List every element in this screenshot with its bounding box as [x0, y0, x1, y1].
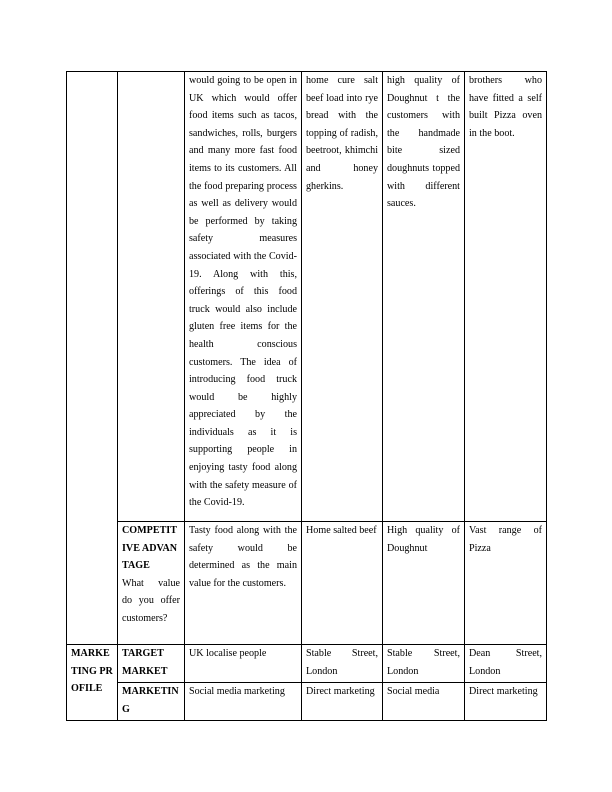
marketing-profile-label: MARKETING PROFILE: [67, 645, 118, 721]
competitor-3-target: Dean Street, London: [465, 645, 547, 683]
competitor-2-description: high quality of Doughnut t the customers with the handmade bite sized doughnuts topped with different sauces.: [383, 72, 465, 522]
target-market-label: TARGET MARKET: [118, 645, 185, 683]
competitor-2-target: Stable Street, London: [383, 645, 465, 683]
table-row: [67, 645, 547, 683]
competitor-2-marketing: Social media: [383, 683, 465, 721]
table-row: [67, 72, 547, 522]
label-cell-empty: [118, 72, 185, 522]
competitor-3-description: brothers who have fitted a self built Pizza oven in the boot.: [465, 72, 547, 522]
competitive-advantage-label-cell: [118, 522, 185, 645]
marketing-text: Social media marketing: [185, 683, 302, 721]
competitor-2-advantage: High quality of Doughnut: [383, 522, 465, 645]
competitive-advantage-text: Tasty food along with the safety would be determined as the main value for the customers.: [185, 522, 302, 645]
target-market-text: UK localise people: [185, 645, 302, 683]
business-plan-table: [66, 71, 547, 721]
competitor-3-advantage: Vast range of Pizza: [465, 522, 547, 645]
description-text: would going to be open in UK which would offer food items such as tacos, sandwiches, rolls, burgers and many more fast food items to its customers. All the food preparing process as well as delivery would be performed by taking safety measures associated with the Covid-19. Along with this, offerings of this food truck would also include gluten free items for the health conscious customers. The idea of introducing food truck would be highly appreciated by the individuals as it is supporting people in enjoying tasty food along with the safety measure of the Covid-19.: [185, 72, 302, 522]
competitive-advantage-question: What value do you offer customers?: [122, 577, 180, 624]
competitor-1-advantage: Home salted beef: [302, 522, 383, 645]
competitor-1-marketing: Direct marketing: [302, 683, 383, 721]
table-row: [67, 522, 547, 645]
competitive-advantage-label: COMPETITIVE ADVANTAGE: [122, 525, 178, 572]
competitor-1-description: home cure salt beef load into rye bread with the topping of radish, beetroot, khimchi and honey gherkins.: [302, 72, 383, 522]
marketing-label: MARKETING: [118, 683, 185, 721]
competitor-3-marketing: Direct marketing: [465, 683, 547, 721]
table-row: [67, 683, 547, 721]
section-cell-empty: [67, 72, 118, 645]
competitor-1-target: Stable Street, London: [302, 645, 383, 683]
